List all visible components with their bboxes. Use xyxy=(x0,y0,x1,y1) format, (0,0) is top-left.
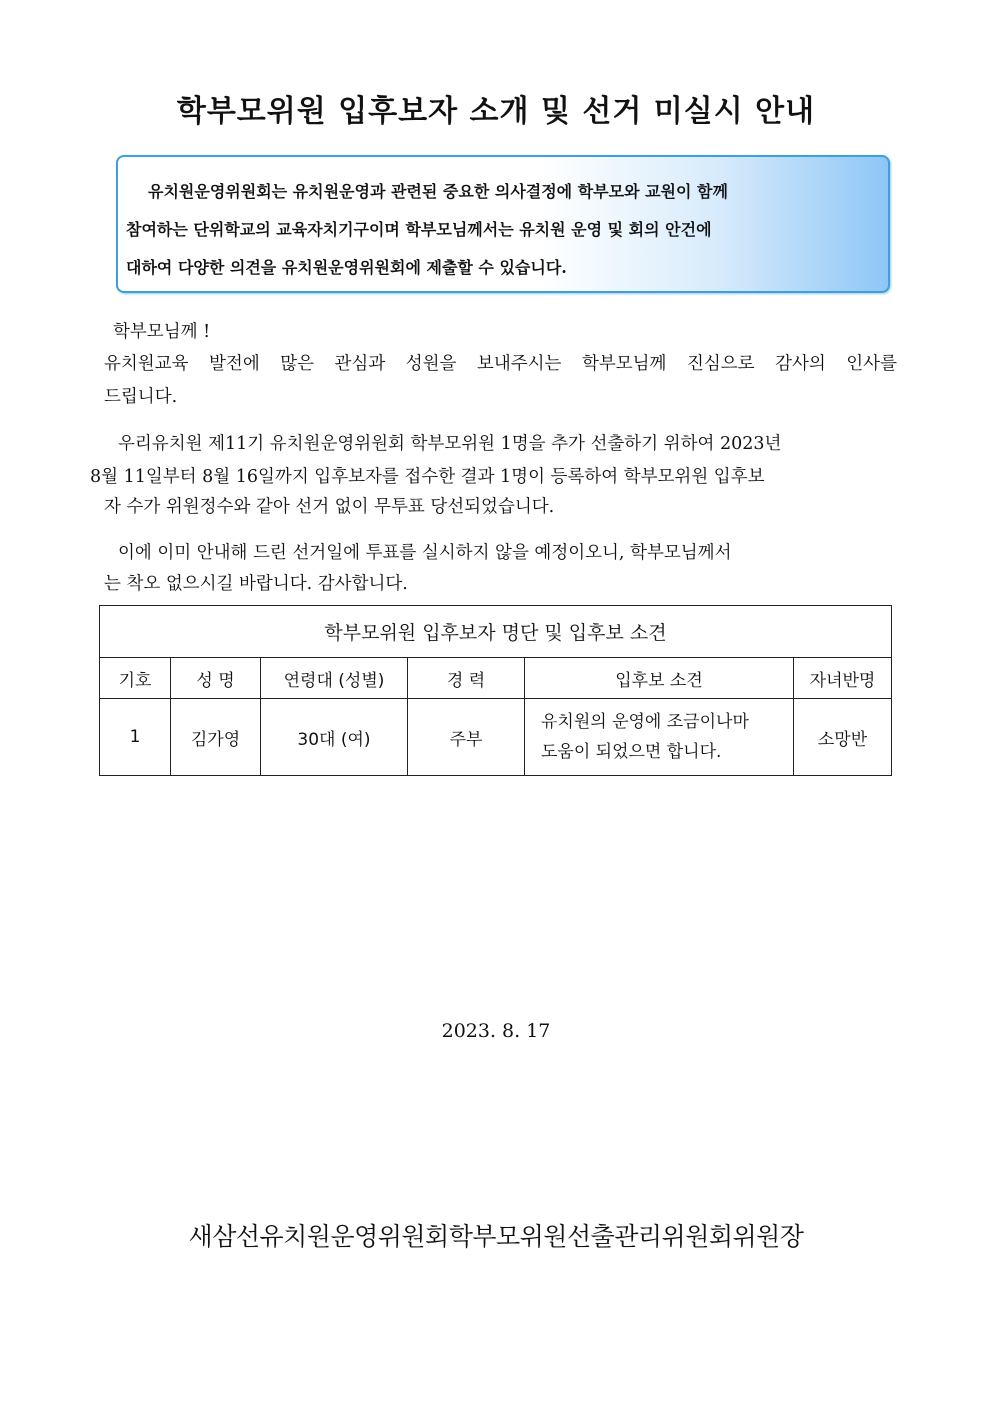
header-class: 자녀반명 xyxy=(794,658,892,699)
cell-number: 1 xyxy=(100,699,171,776)
document-date: 2023. 8. 17 xyxy=(441,1020,551,1042)
cell-opinion xyxy=(525,699,794,776)
paragraph-line: 자 수가 위원정수와 같아 선거 없이 무투표 당선되었습니다. xyxy=(104,497,555,517)
opinion-line: 유치원의 운영에 조금이나마 xyxy=(541,712,749,732)
cell-career: 주부 xyxy=(408,699,525,776)
table-header-row xyxy=(100,658,892,699)
table-row xyxy=(100,699,892,776)
signer: 새삼선유치원운영위원회학부모위원선출관리위원회위원장 xyxy=(188,1222,804,1251)
header-opinion: 입후보 소견 xyxy=(525,658,794,699)
document-title: 학부모위원 입후보자 소개 및 선거 미실시 안내 xyxy=(176,94,816,129)
opinion-line: 도움이 되었으면 합니다. xyxy=(541,742,722,762)
intro-box xyxy=(116,155,890,293)
paragraph-line: 우리유치원 제11기 유치원운영위원회 학부모위원 1명을 추가 선출하기 위하여 2023년 xyxy=(118,434,782,454)
cell-age-gender: 30대 (여) xyxy=(261,699,408,776)
greeting: 학부모님께 ! xyxy=(113,322,211,342)
intro-line: 대하여 다양한 의견을 유치원운영위원회에 제출할 수 있습니다. xyxy=(126,258,567,277)
cell-name: 김가영 xyxy=(171,699,261,776)
paragraph-line: 이에 이미 안내해 드린 선거일에 투표를 실시하지 않을 예정이오니, 학부모님께서 xyxy=(118,543,732,563)
candidate-table xyxy=(99,605,892,776)
paragraph-line: 는 착오 없으시길 바랍니다. 감사합니다. xyxy=(104,574,408,594)
cell-class: 소망반 xyxy=(794,699,892,776)
intro-line: 유치원운영위원회는 유치원운영과 관련된 중요한 의사결정에 학부모와 교원이 함께 xyxy=(148,182,728,201)
header-name: 성 명 xyxy=(171,658,261,699)
table-caption: 학부모위원 입후보자 명단 및 입후보 소견 xyxy=(100,606,892,658)
paragraph-line: 8월 11일부터 8월 16일까지 입후보자를 접수한 결과 1명이 등록하여 학부모위원 입후보 xyxy=(90,467,765,487)
header-career: 경 력 xyxy=(408,658,525,699)
header-age-gender: 연령대 (성별) xyxy=(261,658,408,699)
paragraph-line: 드립니다. xyxy=(104,387,178,407)
header-number: 기호 xyxy=(100,658,171,699)
paragraph-line: 유치원교육 발전에 많은 관심과 성원을 보내주시는 학부모님께 진심으로 감사의 인사를 xyxy=(104,354,897,374)
intro-line: 참여하는 단위학교의 교육자치기구이며 학부모님께서는 유치원 운영 및 회의 안건에 xyxy=(126,220,712,239)
